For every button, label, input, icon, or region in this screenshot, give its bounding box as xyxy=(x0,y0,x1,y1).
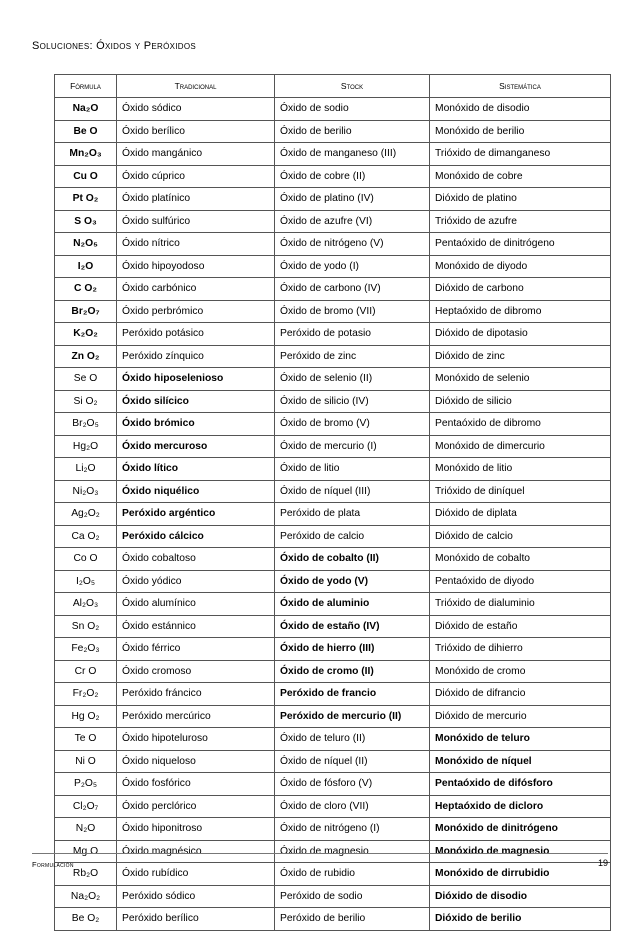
stock-name-cell: Peróxido de plata xyxy=(275,503,430,526)
systematic-name-cell: Dióxido de berilio xyxy=(430,908,611,931)
traditional-name-cell: Óxido estánnico xyxy=(117,615,275,638)
traditional-name-cell: Óxido mangánico xyxy=(117,143,275,166)
table-row xyxy=(55,345,611,368)
formula-cell: Mn₂O₃ xyxy=(55,143,117,166)
table-row xyxy=(55,98,611,121)
page-title xyxy=(32,40,196,52)
formula-cell: Hg O₂ xyxy=(55,705,117,728)
systematic-name-cell: Dióxido de silicio xyxy=(430,390,611,413)
title-text: Soluciones: Óxidos y Peróxidos xyxy=(32,40,197,52)
table-row xyxy=(55,233,611,256)
traditional-name-cell: Óxido hiposelenioso xyxy=(117,368,275,391)
traditional-name-cell: Óxido carbónico xyxy=(117,278,275,301)
systematic-name-cell: Trióxido de diníquel xyxy=(430,480,611,503)
stock-name-cell: Óxido de estaño (IV) xyxy=(275,615,430,638)
stock-name-cell: Óxido de yodo (I) xyxy=(275,255,430,278)
formula-cell: I₂O xyxy=(55,255,117,278)
systematic-name-cell: Dióxido de carbono xyxy=(430,278,611,301)
systematic-name-cell: Dióxido de calcio xyxy=(430,525,611,548)
table-row xyxy=(55,480,611,503)
formula-cell: Li₂O xyxy=(55,458,117,481)
table-row xyxy=(55,503,611,526)
stock-name-cell: Óxido de silicio (IV) xyxy=(275,390,430,413)
table-row xyxy=(55,593,611,616)
table-row xyxy=(55,570,611,593)
systematic-name-cell: Monóxido de dirrubidio xyxy=(430,863,611,886)
formula-cell: Si O₂ xyxy=(55,390,117,413)
stock-name-cell: Óxido de rubidio xyxy=(275,863,430,886)
stock-name-cell: Óxido de manganeso (III) xyxy=(275,143,430,166)
systematic-name-cell: Monóxido de magnesio xyxy=(430,840,611,863)
stock-name-cell: Óxido de yodo (V) xyxy=(275,570,430,593)
formula-cell: Te O xyxy=(55,728,117,751)
traditional-name-cell: Óxido magnésico xyxy=(117,840,275,863)
stock-name-cell: Óxido de magnesio xyxy=(275,840,430,863)
table-header-row xyxy=(55,75,611,98)
systematic-name-cell: Monóxido de teluro xyxy=(430,728,611,751)
stock-name-cell: Óxido de nitrógeno (V) xyxy=(275,233,430,256)
systematic-name-cell: Trióxido de dihierro xyxy=(430,638,611,661)
table-row xyxy=(55,210,611,233)
table-row xyxy=(55,885,611,908)
table-row xyxy=(55,120,611,143)
systematic-name-cell: Monóxido de cobre xyxy=(430,165,611,188)
stock-name-cell: Óxido de cobalto (II) xyxy=(275,548,430,571)
formula-cell: Al₂O₃ xyxy=(55,593,117,616)
formula-cell: P₂O₅ xyxy=(55,773,117,796)
table-row xyxy=(55,773,611,796)
systematic-name-cell: Trióxido de dialuminio xyxy=(430,593,611,616)
formula-cell: Zn O₂ xyxy=(55,345,117,368)
formula-cell: Fe₂O₃ xyxy=(55,638,117,661)
systematic-name-cell: Pentaóxido de diyodo xyxy=(430,570,611,593)
formula-cell: Hg₂O xyxy=(55,435,117,458)
traditional-name-cell: Peróxido zínquico xyxy=(117,345,275,368)
formula-cell: Be O₂ xyxy=(55,908,117,931)
systematic-name-cell: Pentaóxido de difósforo xyxy=(430,773,611,796)
stock-name-cell: Óxido de platino (IV) xyxy=(275,188,430,211)
page-number: 19 xyxy=(597,858,608,868)
table-row xyxy=(55,368,611,391)
stock-name-cell: Óxido de cobre (II) xyxy=(275,165,430,188)
traditional-name-cell: Peróxido berílico xyxy=(117,908,275,931)
header-stock: Stock xyxy=(275,75,430,98)
stock-name-cell: Óxido de mercurio (I) xyxy=(275,435,430,458)
table-row xyxy=(55,705,611,728)
formula-cell: Br₂O₅ xyxy=(55,413,117,436)
formula-cell: K₂O₂ xyxy=(55,323,117,346)
traditional-name-cell: Óxido brómico xyxy=(117,413,275,436)
traditional-name-cell: Óxido niquélico xyxy=(117,480,275,503)
traditional-name-cell: Óxido férrico xyxy=(117,638,275,661)
traditional-name-cell: Óxido cromoso xyxy=(117,660,275,683)
table-row xyxy=(55,548,611,571)
formula-cell: Se O xyxy=(55,368,117,391)
systematic-name-cell: Heptaóxido de dicloro xyxy=(430,795,611,818)
formula-cell: Ni₂O₃ xyxy=(55,480,117,503)
stock-name-cell: Óxido de cromo (II) xyxy=(275,660,430,683)
table-row xyxy=(55,300,611,323)
table-row xyxy=(55,615,611,638)
traditional-name-cell: Óxido berílico xyxy=(117,120,275,143)
stock-name-cell: Óxido de nitrógeno (I) xyxy=(275,818,430,841)
stock-name-cell: Peróxido de francio xyxy=(275,683,430,706)
systematic-name-cell: Monóxido de dimercurio xyxy=(430,435,611,458)
traditional-name-cell: Óxido silícico xyxy=(117,390,275,413)
traditional-name-cell: Óxido rubídico xyxy=(117,863,275,886)
footer-divider xyxy=(32,853,608,854)
formula-cell: Cr O xyxy=(55,660,117,683)
stock-name-cell: Óxido de níquel (II) xyxy=(275,750,430,773)
systematic-name-cell: Trióxido de dimanganeso xyxy=(430,143,611,166)
table-row xyxy=(55,863,611,886)
formula-cell: I₂O₅ xyxy=(55,570,117,593)
traditional-name-cell: Óxido hipoyodoso xyxy=(117,255,275,278)
systematic-name-cell: Dióxido de disodio xyxy=(430,885,611,908)
formula-cell: Ca O₂ xyxy=(55,525,117,548)
systematic-name-cell: Pentaóxido de dinitrógeno xyxy=(430,233,611,256)
header-traditional: Tradicional xyxy=(117,75,275,98)
formula-cell: Rb₂O xyxy=(55,863,117,886)
systematic-name-cell: Monóxido de cobalto xyxy=(430,548,611,571)
traditional-name-cell: Óxido nítrico xyxy=(117,233,275,256)
table-row xyxy=(55,390,611,413)
table-row xyxy=(55,683,611,706)
stock-name-cell: Óxido de berilio xyxy=(275,120,430,143)
stock-name-cell: Óxido de bromo (VII) xyxy=(275,300,430,323)
systematic-name-cell: Dióxido de platino xyxy=(430,188,611,211)
traditional-name-cell: Óxido lítico xyxy=(117,458,275,481)
stock-name-cell: Óxido de selenio (II) xyxy=(275,368,430,391)
traditional-name-cell: Óxido cúprico xyxy=(117,165,275,188)
table-row xyxy=(55,255,611,278)
traditional-name-cell: Óxido mercuroso xyxy=(117,435,275,458)
traditional-name-cell: Óxido fosfórico xyxy=(117,773,275,796)
systematic-name-cell: Dióxido de diplata xyxy=(430,503,611,526)
systematic-name-cell: Monóxido de selenio xyxy=(430,368,611,391)
systematic-name-cell: Dióxido de estaño xyxy=(430,615,611,638)
traditional-name-cell: Óxido alumínico xyxy=(117,593,275,616)
formula-cell: Co O xyxy=(55,548,117,571)
traditional-name-cell: Peróxido potásico xyxy=(117,323,275,346)
traditional-name-cell: Peróxido mercúrico xyxy=(117,705,275,728)
traditional-name-cell: Peróxido argéntico xyxy=(117,503,275,526)
systematic-name-cell: Monóxido de dinitrógeno xyxy=(430,818,611,841)
stock-name-cell: Peróxido de calcio xyxy=(275,525,430,548)
table-row xyxy=(55,143,611,166)
systematic-name-cell: Dióxido de zinc xyxy=(430,345,611,368)
table-row xyxy=(55,165,611,188)
stock-name-cell: Peróxido de zinc xyxy=(275,345,430,368)
traditional-name-cell: Óxido perclórico xyxy=(117,795,275,818)
stock-name-cell: Óxido de níquel (III) xyxy=(275,480,430,503)
table-row xyxy=(55,795,611,818)
table-row xyxy=(55,278,611,301)
formula-cell: N₂O₅ xyxy=(55,233,117,256)
table-row xyxy=(55,188,611,211)
oxides-table xyxy=(54,74,611,931)
systematic-name-cell: Monóxido de níquel xyxy=(430,750,611,773)
traditional-name-cell: Óxido platínico xyxy=(117,188,275,211)
stock-name-cell: Óxido de hierro (III) xyxy=(275,638,430,661)
systematic-name-cell: Dióxido de mercurio xyxy=(430,705,611,728)
traditional-name-cell: Óxido niqueloso xyxy=(117,750,275,773)
systematic-name-cell: Dióxido de dipotasio xyxy=(430,323,611,346)
table-row xyxy=(55,660,611,683)
header-formula: Fórmula xyxy=(55,75,117,98)
systematic-name-cell: Dióxido de difrancio xyxy=(430,683,611,706)
stock-name-cell: Peróxido de berilio xyxy=(275,908,430,931)
traditional-name-cell: Óxido hiponitroso xyxy=(117,818,275,841)
stock-name-cell: Peróxido de sodio xyxy=(275,885,430,908)
systematic-name-cell: Trióxido de azufre xyxy=(430,210,611,233)
formula-cell: Cu O xyxy=(55,165,117,188)
traditional-name-cell: Óxido yódico xyxy=(117,570,275,593)
traditional-name-cell: Óxido hipoteluroso xyxy=(117,728,275,751)
traditional-name-cell: Peróxido fráncico xyxy=(117,683,275,706)
traditional-name-cell: Peróxido cálcico xyxy=(117,525,275,548)
table-row xyxy=(55,840,611,863)
stock-name-cell: Óxido de litio xyxy=(275,458,430,481)
table-row xyxy=(55,818,611,841)
traditional-name-cell: Peróxido sódico xyxy=(117,885,275,908)
stock-name-cell: Peróxido de mercurio (II) xyxy=(275,705,430,728)
traditional-name-cell: Óxido cobaltoso xyxy=(117,548,275,571)
formula-cell: Cl₂O₇ xyxy=(55,795,117,818)
formula-cell: Pt O₂ xyxy=(55,188,117,211)
stock-name-cell: Óxido de teluro (II) xyxy=(275,728,430,751)
formula-cell: Be O xyxy=(55,120,117,143)
footer-section-label: Formulación xyxy=(32,860,74,869)
stock-name-cell: Peróxido de potasio xyxy=(275,323,430,346)
stock-name-cell: Óxido de azufre (VI) xyxy=(275,210,430,233)
formula-cell: Na₂O xyxy=(55,98,117,121)
formula-cell: Sn O₂ xyxy=(55,615,117,638)
table-row xyxy=(55,908,611,931)
table-row xyxy=(55,458,611,481)
formula-cell: Na₂O₂ xyxy=(55,885,117,908)
formula-cell: S O₃ xyxy=(55,210,117,233)
table-row xyxy=(55,750,611,773)
header-systematic: Sistemática xyxy=(430,75,611,98)
formula-cell: Mg O xyxy=(55,840,117,863)
table-row xyxy=(55,435,611,458)
stock-name-cell: Óxido de carbono (IV) xyxy=(275,278,430,301)
table-row xyxy=(55,413,611,436)
stock-name-cell: Óxido de sodio xyxy=(275,98,430,121)
stock-name-cell: Óxido de cloro (VII) xyxy=(275,795,430,818)
systematic-name-cell: Monóxido de litio xyxy=(430,458,611,481)
systematic-name-cell: Monóxido de diyodo xyxy=(430,255,611,278)
systematic-name-cell: Monóxido de berilio xyxy=(430,120,611,143)
stock-name-cell: Óxido de aluminio xyxy=(275,593,430,616)
table-row xyxy=(55,525,611,548)
table-row xyxy=(55,638,611,661)
stock-name-cell: Óxido de fósforo (V) xyxy=(275,773,430,796)
formula-cell: Fr₂O₂ xyxy=(55,683,117,706)
traditional-name-cell: Óxido sódico xyxy=(117,98,275,121)
formula-cell: Br₂O₇ xyxy=(55,300,117,323)
table-row xyxy=(55,323,611,346)
stock-name-cell: Óxido de bromo (V) xyxy=(275,413,430,436)
formula-cell: C O₂ xyxy=(55,278,117,301)
table-row xyxy=(55,728,611,751)
formula-cell: Ag₂O₂ xyxy=(55,503,117,526)
formula-cell: N₂O xyxy=(55,818,117,841)
systematic-name-cell: Pentaóxido de dibromo xyxy=(430,413,611,436)
traditional-name-cell: Óxido perbrómico xyxy=(117,300,275,323)
systematic-name-cell: Heptaóxido de dibromo xyxy=(430,300,611,323)
formula-cell: Ni O xyxy=(55,750,117,773)
systematic-name-cell: Monóxido de cromo xyxy=(430,660,611,683)
systematic-name-cell: Monóxido de disodio xyxy=(430,98,611,121)
traditional-name-cell: Óxido sulfúrico xyxy=(117,210,275,233)
